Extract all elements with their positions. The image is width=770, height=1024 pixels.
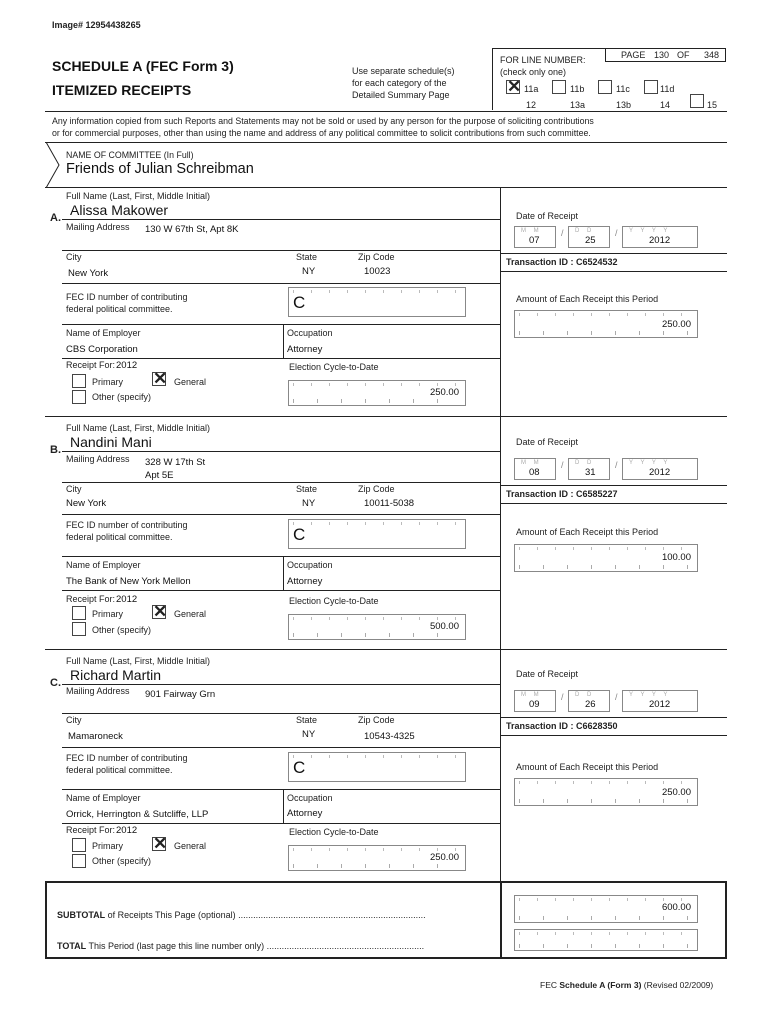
state-label: State <box>296 252 318 262</box>
year-field[interactable]: Y Y Y Y 2012 <box>622 690 698 712</box>
page-total: 348 <box>704 50 720 60</box>
occupation-label: Occupation <box>287 793 333 803</box>
election-cycle-label: Election Cycle-to-Date <box>289 827 379 837</box>
fec-id-label-1: FEC ID number of contributing <box>66 292 188 302</box>
line-13a-label: 13a <box>570 100 586 110</box>
form-title: SCHEDULE A (FEC Form 3) <box>52 58 234 74</box>
other-checkbox[interactable] <box>72 390 86 404</box>
line-11b-label: 11b <box>570 84 585 94</box>
city-value: Mamaroneck <box>68 731 123 742</box>
general-label: General <box>174 609 207 619</box>
fec-id-label-2: federal political committee. <box>66 304 173 314</box>
checkbox-11d[interactable] <box>644 80 658 94</box>
committee-arrow-icon <box>45 142 63 188</box>
fec-id-field[interactable]: C <box>288 287 466 317</box>
other-checkbox[interactable] <box>72 622 86 636</box>
disclaimer-line-2: or for commercial purposes, other than using the name and address of any political committee to solicit contributions from such committee. <box>52 128 591 138</box>
day-field[interactable]: D D 26 <box>568 690 610 712</box>
city-label: City <box>66 484 82 494</box>
line-11c-label: 11c <box>616 84 630 94</box>
disclaimer-line-1: Any information copied from such Reports and Statements may not be sold or used by any person for the purpose of soliciting contributions <box>52 116 594 126</box>
general-label: General <box>174 841 207 851</box>
transaction-id: Transaction ID : C6628350 <box>506 721 618 731</box>
mailing-address-label: Mailing Address <box>66 686 130 696</box>
form-footer: FEC Schedule A (Form 3) (Revised 02/2009) <box>540 980 714 990</box>
transaction-id: Transaction ID : C6524532 <box>506 257 618 267</box>
form-subtitle: ITEMIZED RECEIPTS <box>52 82 192 98</box>
page-number: 130 <box>654 50 670 60</box>
fec-id-label-2: federal political committee. <box>66 532 173 542</box>
entry-letter: A. <box>50 212 61 224</box>
receipt-for-label: Receipt For: <box>66 360 116 370</box>
amount-field[interactable]: 250.00 <box>514 778 698 806</box>
contributor-name: Alissa Makower <box>70 202 169 218</box>
amount-label: Amount of Each Receipt this Period <box>516 527 659 537</box>
receipt-for-label: Receipt For: <box>66 825 116 835</box>
general-checkbox[interactable]: ✕ <box>153 602 168 621</box>
occupation-value: Attorney <box>287 808 323 819</box>
amount-field[interactable]: 100.00 <box>514 544 698 572</box>
general-label: General <box>174 377 207 387</box>
fec-id-label-2: federal political committee. <box>66 765 173 775</box>
total-field[interactable] <box>514 929 698 951</box>
general-checkbox[interactable]: ✕ <box>153 834 168 853</box>
city-label: City <box>66 252 82 262</box>
line-11a-label: 11a <box>524 84 539 94</box>
subtotal-field[interactable]: 600.00 <box>514 895 698 923</box>
year-field[interactable]: Y Y Y Y 2012 <box>622 226 698 248</box>
checkbox-15[interactable] <box>690 94 704 108</box>
state-value: NY <box>302 498 316 509</box>
city-value: New York <box>68 268 109 279</box>
page-label: PAGE <box>621 50 646 60</box>
amount-label: Amount of Each Receipt this Period <box>516 294 659 304</box>
checkbox-11b[interactable] <box>552 80 566 94</box>
employer-value: CBS Corporation <box>66 344 138 355</box>
instructions-line-3: Detailed Summary Page <box>352 90 450 100</box>
fec-id-label-1: FEC ID number of contributing <box>66 753 188 763</box>
mailing-address: 901 Fairway Grn <box>145 689 216 700</box>
transaction-id: Transaction ID : C6585227 <box>506 489 618 499</box>
check-only-one: (check only one) <box>500 67 567 77</box>
entry-letter: B. <box>50 444 61 456</box>
primary-checkbox[interactable] <box>72 606 86 620</box>
line-12-label: 12 <box>526 100 537 110</box>
zip-label: Zip Code <box>358 484 395 494</box>
city-label: City <box>66 715 82 725</box>
zip-value: 10023 <box>364 266 391 277</box>
month-field[interactable]: M M 07 <box>514 226 556 248</box>
zip-value: 10011-5038 <box>364 498 415 509</box>
fec-id-label-1: FEC ID number of contributing <box>66 520 188 530</box>
occupation-label: Occupation <box>287 560 333 570</box>
cycle-to-date-field[interactable]: 250.00 <box>288 380 466 406</box>
employer-value: The Bank of New York Mellon <box>66 576 191 587</box>
cycle-to-date-field[interactable]: 500.00 <box>288 614 466 640</box>
fec-id-field[interactable]: C <box>288 519 466 549</box>
checkbox-11a[interactable]: ✕ <box>507 77 522 96</box>
day-field[interactable]: D D 31 <box>568 458 610 480</box>
line-13b-label: 13b <box>616 100 632 110</box>
of-label: OF <box>677 50 690 60</box>
cycle-to-date-field[interactable]: 250.00 <box>288 845 466 871</box>
primary-checkbox[interactable] <box>72 374 86 388</box>
zip-value: 10543-4325 <box>364 731 415 742</box>
other-label: Other (specify) <box>92 625 152 635</box>
state-label: State <box>296 715 318 725</box>
full-name-label: Full Name (Last, First, Middle Initial) <box>66 191 211 201</box>
state-value: NY <box>302 729 316 740</box>
mailing-address: 328 W 17th St <box>145 457 206 468</box>
receipt-year: 2012 <box>116 825 138 836</box>
date-of-receipt-label: Date of Receipt <box>516 211 579 221</box>
receipt-year: 2012 <box>116 360 138 371</box>
line-11d-label: 11d <box>660 84 675 94</box>
fec-id-field[interactable]: C <box>288 752 466 782</box>
election-cycle-label: Election Cycle-to-Date <box>289 596 379 606</box>
receipt-for-label: Receipt For: <box>66 594 116 604</box>
election-cycle-label: Election Cycle-to-Date <box>289 362 379 372</box>
amount-label: Amount of Each Receipt this Period <box>516 762 659 772</box>
occupation-value: Attorney <box>287 576 323 587</box>
total-label: TOTAL This Period (last page this line number only) ............................................................... <box>57 941 425 951</box>
month-field[interactable]: M M 08 <box>514 458 556 480</box>
year-field[interactable]: Y Y Y Y 2012 <box>622 458 698 480</box>
image-id: Image# 12954438265 <box>52 20 141 30</box>
general-checkbox[interactable]: ✕ <box>153 369 168 388</box>
state-label: State <box>296 484 318 494</box>
other-label: Other (specify) <box>92 856 152 866</box>
month-field[interactable]: M M 09 <box>514 690 556 712</box>
zip-label: Zip Code <box>358 252 395 262</box>
day-field[interactable]: D D 25 <box>568 226 610 248</box>
other-label: Other (specify) <box>92 392 152 402</box>
employer-value: Orrick, Herrington & Sutcliffe, LLP <box>66 809 209 820</box>
primary-label: Primary <box>92 377 123 387</box>
committee-name-label: NAME OF COMMITTEE (In Full) <box>66 150 194 160</box>
occupation-value: Attorney <box>287 344 323 355</box>
checkbox-11c[interactable] <box>598 80 612 94</box>
contributor-name: Richard Martin <box>70 667 162 683</box>
committee-name: Friends of Julian Schreibman <box>66 161 254 177</box>
contributor-name: Nandini Mani <box>70 434 152 450</box>
primary-label: Primary <box>92 609 123 619</box>
occupation-label: Occupation <box>287 328 333 338</box>
primary-checkbox[interactable] <box>72 838 86 852</box>
instructions-line-2: for each category of the <box>352 78 447 88</box>
employer-label: Name of Employer <box>66 328 141 338</box>
line-15-label: 15 <box>707 100 718 110</box>
receipt-year: 2012 <box>116 594 138 605</box>
employer-label: Name of Employer <box>66 560 141 570</box>
entry-letter: C. <box>50 677 61 689</box>
mailing-address-label: Mailing Address <box>66 222 130 232</box>
subtotal-label: SUBTOTAL of Receipts This Page (optional) ........................................................................... <box>57 910 426 920</box>
amount-field[interactable]: 250.00 <box>514 310 698 338</box>
mailing-address-2: Apt 5E <box>145 470 174 481</box>
full-name-label: Full Name (Last, First, Middle Initial) <box>66 423 211 433</box>
employer-label: Name of Employer <box>66 793 141 803</box>
full-name-label: Full Name (Last, First, Middle Initial) <box>66 656 211 666</box>
zip-label: Zip Code <box>358 715 395 725</box>
instructions-line-1: Use separate schedule(s) <box>352 66 455 76</box>
primary-label: Primary <box>92 841 123 851</box>
line-number-label: FOR LINE NUMBER: <box>500 55 586 65</box>
city-value: New York <box>66 498 107 509</box>
mailing-address-label: Mailing Address <box>66 454 130 464</box>
state-value: NY <box>302 266 316 277</box>
date-of-receipt-label: Date of Receipt <box>516 669 579 679</box>
line-14-label: 14 <box>660 100 671 110</box>
date-of-receipt-label: Date of Receipt <box>516 437 579 447</box>
mailing-address: 130 W 67th St, Apt 8K <box>145 224 239 235</box>
other-checkbox[interactable] <box>72 854 86 868</box>
